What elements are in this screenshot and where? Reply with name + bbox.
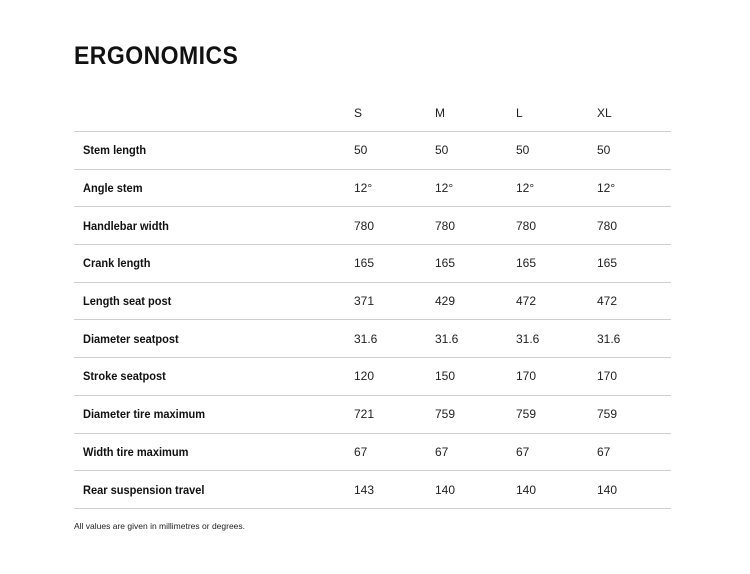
ergonomics-table bbox=[74, 95, 671, 509]
table-cell: 31.6 bbox=[516, 331, 540, 346]
table-cell: 371 bbox=[354, 294, 375, 309]
table-cell: 165 bbox=[354, 256, 375, 271]
table-cell: 67 bbox=[516, 444, 530, 459]
table-row bbox=[74, 132, 671, 170]
table-row bbox=[74, 283, 671, 321]
table-cell: 759 bbox=[516, 407, 537, 422]
table-cell: 67 bbox=[597, 444, 611, 459]
table-cell: 472 bbox=[597, 294, 618, 309]
column-header-l: L bbox=[516, 106, 523, 120]
units-footnote: All values are given in millimetres or degrees. bbox=[74, 521, 246, 531]
table-cell: 759 bbox=[435, 407, 456, 422]
table-cell: 67 bbox=[435, 444, 449, 459]
table-row bbox=[74, 434, 671, 472]
table-cell: 143 bbox=[354, 482, 375, 497]
table-cell: 721 bbox=[354, 407, 375, 422]
table-cell: 165 bbox=[435, 256, 456, 271]
table-cell: 150 bbox=[435, 369, 456, 384]
table-row bbox=[74, 207, 671, 245]
row-label: Length seat post bbox=[83, 294, 172, 309]
table-cell: 780 bbox=[435, 218, 456, 233]
row-label: Width tire maximum bbox=[83, 444, 189, 459]
table-cell: 165 bbox=[597, 256, 618, 271]
table-cell: 12° bbox=[597, 181, 616, 196]
row-label: Diameter tire maximum bbox=[83, 407, 206, 422]
table-cell: 12° bbox=[516, 181, 535, 196]
table-cell: 170 bbox=[516, 369, 537, 384]
table-cell: 67 bbox=[354, 444, 368, 459]
table-cell: 429 bbox=[435, 294, 456, 309]
table-cell: 50 bbox=[516, 143, 530, 158]
table-cell: 12° bbox=[435, 181, 454, 196]
row-label: Handlebar width bbox=[83, 218, 169, 233]
column-header-s: S bbox=[354, 106, 363, 120]
table-cell: 120 bbox=[354, 369, 375, 384]
row-label: Diameter seatpost bbox=[83, 331, 179, 346]
table-cell: 759 bbox=[597, 407, 618, 422]
table-header-row bbox=[74, 95, 671, 132]
table-cell: 780 bbox=[516, 218, 537, 233]
table-row bbox=[74, 471, 671, 509]
row-label: Angle stem bbox=[83, 181, 143, 196]
table-row bbox=[74, 245, 671, 283]
table-cell: 140 bbox=[597, 482, 618, 497]
table-row bbox=[74, 358, 671, 396]
table-cell: 170 bbox=[597, 369, 618, 384]
table-cell: 12° bbox=[354, 181, 373, 196]
table-cell: 31.6 bbox=[354, 331, 378, 346]
row-label: Stroke seatpost bbox=[83, 369, 166, 384]
table-row bbox=[74, 396, 671, 434]
table-cell: 50 bbox=[435, 143, 449, 158]
row-label: Crank length bbox=[83, 256, 151, 271]
row-label: Rear suspension travel bbox=[83, 482, 205, 497]
table-row bbox=[74, 170, 671, 208]
row-label: Stem length bbox=[83, 143, 147, 158]
table-cell: 140 bbox=[516, 482, 537, 497]
table-cell: 50 bbox=[597, 143, 611, 158]
table-cell: 140 bbox=[435, 482, 456, 497]
column-header-m: M bbox=[435, 106, 445, 120]
table-cell: 31.6 bbox=[435, 331, 459, 346]
table-cell: 165 bbox=[516, 256, 537, 271]
table-cell: 780 bbox=[597, 218, 618, 233]
table-cell: 31.6 bbox=[597, 331, 621, 346]
table-cell: 50 bbox=[354, 143, 368, 158]
page-title: ERGONOMICS bbox=[74, 42, 239, 70]
column-header-xl: XL bbox=[597, 106, 612, 120]
table-row bbox=[74, 320, 671, 358]
table-cell: 472 bbox=[516, 294, 537, 309]
table-cell: 780 bbox=[354, 218, 375, 233]
